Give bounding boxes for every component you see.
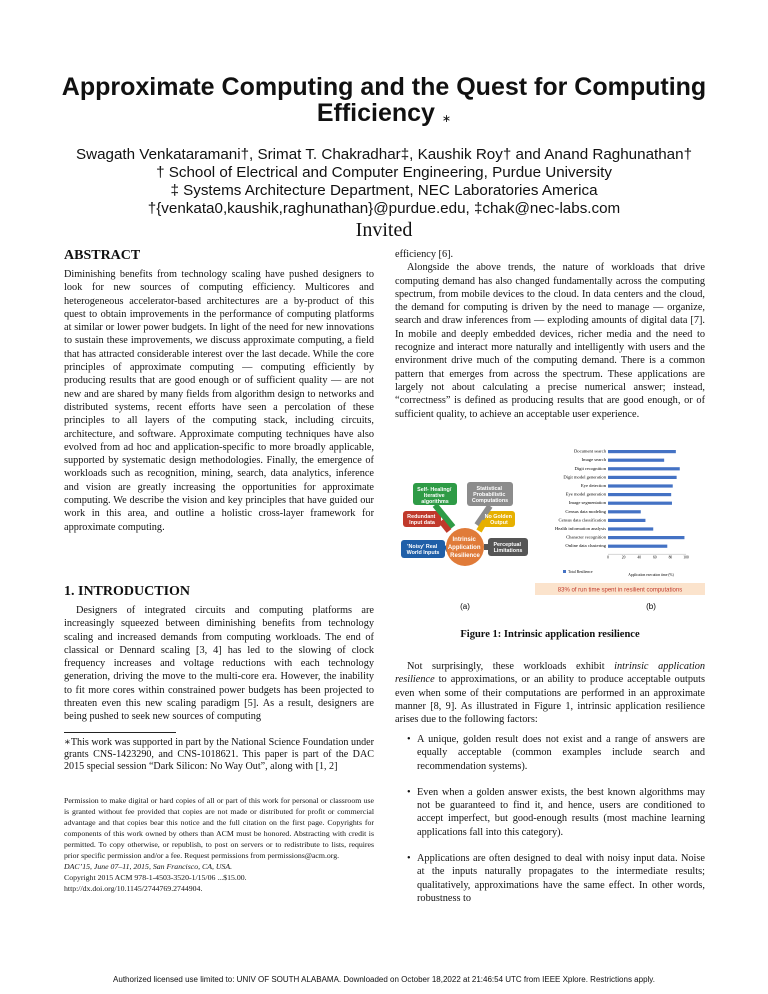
resilience-diagram xyxy=(401,482,528,611)
affiliation-nec: ‡ Systems Architecture Department, NEC Laboratories America xyxy=(170,182,598,199)
label-b: (b) xyxy=(646,602,656,611)
center-label-3: Resilience xyxy=(450,553,480,559)
conference-line: DAC’15, June 07–11, 2015, San Francisco, CA, USA. xyxy=(64,862,233,871)
figure-1-canvas xyxy=(395,437,705,612)
category-label: Online data clustering xyxy=(565,543,606,549)
paragraph-efficiency: efficiency [6]. xyxy=(395,249,454,260)
category-label: Image segmentation xyxy=(568,500,606,506)
footnote-divider xyxy=(64,732,176,733)
introduction-paragraph: Designers of integrated circuits and computing platforms are increasingly squeezed between diminishing benefits from technology scaling and increased demands from computing workloads. The end of classical or Dennard scaling [3, 4] has led to the slowing of clock frequency increases and voltage reductions with each technology generation, driving the move to the multi-core era. However, the inability to fit more cores within constrained power budgets has been projected to threaten even this new scaling paradigm [5]. As a result, designers are being pushed to seek new sources of computing xyxy=(64,605,374,723)
bar-resilient xyxy=(608,459,664,462)
svg-text:'Noisy' Real World Inp: 'Noisy' Real World Inputs xyxy=(406,544,440,556)
figure-1 xyxy=(395,437,705,612)
category-label: Image search xyxy=(581,457,606,463)
category-label: Digit model generation xyxy=(563,474,606,480)
bullet-glyph: • xyxy=(407,853,411,865)
bar-resilient xyxy=(608,536,684,539)
category-label: Digit recognition xyxy=(574,465,606,471)
title-footnote-mark: ∗ xyxy=(441,113,452,125)
fig-banner: 83% of run time spent in resilient computations xyxy=(557,587,683,594)
center-label-1: Intrinsic xyxy=(452,537,476,543)
right-column-top xyxy=(395,248,705,421)
author-emails: †{venkata0,kaushik,raghunathan}@purdue.edu, ‡chak@nec-labs.com xyxy=(147,200,621,217)
bar-resilient xyxy=(608,450,676,453)
bar-resilient xyxy=(608,527,653,530)
perceptual-label: Perceptual xyxy=(493,542,522,548)
author-names: Swagath Venkataramani†, Srimat T. Chakradhar‡, Kaushik Roy† and Anand Raghunathan† xyxy=(75,146,693,163)
bullet-text: Applications are often designed to deal with noisy input data. Noise at the inputs naturally propagates to the intermediate results; qualitatively, approximations have the same effect. In other words, robustness to xyxy=(417,853,705,904)
abstract-heading: ABSTRACT xyxy=(64,248,141,263)
bullet-glyph: • xyxy=(407,786,411,798)
svg-text:Perceptual Limitations: Perceptual Limitations xyxy=(493,542,523,554)
figure-caption: Figure 1: Intrinsic application resilience xyxy=(460,629,640,640)
bar-resilient xyxy=(608,510,641,513)
category-label: Character recognition xyxy=(566,534,606,540)
paper-title xyxy=(60,74,708,126)
paragraph-workloads: Alongside the above trends, the nature of workloads that drive computing demand has also changed fundamentally across the computing spectrum, from mobile devices to the cloud. In data centers and the cloud, the demand for computing is driven by the need to manage — organize, search and draw inferences from — exploding amounts of digital data [7]. In mobile and deeply embedded devices, richer media and the need to recognize and interact more naturally and intelligently with users and the environment drive much of the computing demand. There is a common pattern that emerges from across the spectrum. These applications are largely not about calculating a precise numerical answer; instead, “correctness” is defined as producing results that are good enough, or of sufficient quality, to achieve an acceptable user experience. xyxy=(395,262,705,420)
legend-label: Total Resilience xyxy=(568,570,593,574)
introduction-body xyxy=(64,604,374,724)
permission-text: Permission to make digital or hard copies of all or part of this work for personal or classroom use is granted without fee provided that copies are not made or distributed for profit or commercial advantage and that copies bear this notice and the full citation on the first page. Copyrights for components of this work owned by others than ACM must be honored. Abstracting with credit is permitted. To copy otherwise, or republish, to post on servers or to redistribute to lists, requires prior specific permission and/or a fee. Request permissions from permissions@acm.org. xyxy=(64,796,374,860)
category-label: Eye detection xyxy=(580,483,606,488)
resilience-text-emph: intrinsic application resilience xyxy=(395,661,705,686)
chart-x-axis xyxy=(607,554,689,560)
resilience-factors-list xyxy=(395,733,705,918)
bullet-glyph: • xyxy=(407,734,411,745)
affiliation-purdue: † School of Electrical and Computer Engineering, Purdue University xyxy=(156,164,612,181)
svg-text:Redundant Input data: Redundant Input data xyxy=(407,514,436,526)
category-label: Health information analysis xyxy=(554,526,606,531)
category-label: Eye model generation xyxy=(565,491,606,497)
abstract-body xyxy=(64,268,374,534)
statistical-label: Statistical xyxy=(476,486,502,492)
x-tick-label: 60 xyxy=(653,555,657,560)
author-block xyxy=(40,146,728,218)
redundant-label: Redundant xyxy=(407,514,436,520)
introduction-heading: 1. INTRODUCTION xyxy=(64,584,191,599)
x-tick-label: 100 xyxy=(683,555,689,560)
resilience-text-b: to approximations, or an ability to produce acceptable outputs even when some of their computations are performed in an approximate manner [8, 9]. As illustrated in Figure 1, intrinsic application resilience arises due to the following factors: xyxy=(395,674,705,726)
bar-resilient xyxy=(608,502,672,505)
noisy-label: 'Noisy' Real xyxy=(407,544,438,550)
bar-resilient xyxy=(608,484,673,487)
funding-footnote: ∗This work was supported in part by the National Science Foundation under grants CNS-1423290, and CNS-1018621. This paper is part of the DAC 2015 special session “Dark Silicon: No Way Out”, along with [1, 2] xyxy=(64,737,374,773)
copyright-line: Copyright 2015 ACM 978-1-4503-3520-1/15/06 ...$15.00. xyxy=(64,873,247,882)
list-item xyxy=(395,786,705,839)
svg-text:Intrinsic Application xyxy=(448,537,482,559)
abstract-text: Diminishing benefits from technology scaling have pushed designers to look for new sources of computing efficiency. Multicores and heterogeneous accelerator-based architectures are a by-product of this quest to obtain improvements in the performance of computing platforms at similar or lower power budgets. In light of the need for new innovations to sustain these improvements, we discuss approximate computing, a field that has attracted considerable interest over the last decade. While the core principles of approximate computing — computing efficiently by producing results that are good enough or of sufficient quality — are not new and are shared by many fields from algorithm design to networks and distributed systems, recent efforts have seen a percolation of these principles to all layers of the computing stack, including circuits, architecture, and software. Approximate computing techniques have also evolved from ad hoc and application-specific to more broadly applicable, supported by systematic design methodologies. Finally, the emergence of workloads such as recognition, mining, search, data analytics, inference and vision are greatly increasing the opportunities for approximate computing. We describe the vision and key principles that have guided our work in this area, and outline a holistic cross-layer framework for approximate computing. xyxy=(64,269,374,533)
bar-resilient xyxy=(608,467,680,470)
label-a: (a) xyxy=(460,602,470,611)
permission-block xyxy=(64,795,374,894)
doi-link[interactable]: http://dx.doi.org/10.1145/2744769.2744904. xyxy=(64,884,203,893)
paragraph-resilience xyxy=(395,660,705,726)
invited-label: Invited xyxy=(355,219,413,241)
list-item xyxy=(395,733,705,773)
paper-title-text: Approximate Computing and the Quest for Computing Efficiency xyxy=(61,73,707,127)
svg-text:No Golden Output: No Golden Output xyxy=(484,514,512,526)
bar-resilient xyxy=(608,476,677,479)
bar-resilient xyxy=(608,493,671,496)
no-golden-label: No Golden xyxy=(484,514,512,520)
category-label: Census data classification xyxy=(558,517,606,523)
category-label: Document search xyxy=(573,448,606,454)
x-tick-label: 40 xyxy=(637,555,641,560)
svg-text:Statistical Probabilis: Statistical Probabilistic Computations xyxy=(471,486,509,504)
ieee-footer: Authorized licensed use limited to: UNIV OF SOUTH ALABAMA. Downloaded on October 18,2022 at 21:46:54 UTC from IEEE Xplore. Restrictions apply. xyxy=(113,975,655,984)
svg-text:Self- Healing/ Iterati: Self- Healing/ Iterative algorithms xyxy=(417,487,452,505)
resilience-text-a: Not surprisingly, these workloads exhibit xyxy=(407,661,615,672)
bar-resilient xyxy=(608,545,667,548)
resilience-text xyxy=(395,660,705,726)
chart-category-labels xyxy=(555,449,607,549)
x-tick-label: 20 xyxy=(621,555,626,560)
x-tick-label: 0 xyxy=(607,555,609,560)
x-tick-label: 80 xyxy=(668,555,673,560)
self-healing-label: Self- Healing/ xyxy=(417,487,452,493)
bullet-text: Even when a golden answer exists, the best known algorithms may not be guaranteed to find it, and hence, users are conditioned to accept imperfect, but good-enough results (most machine learning applications fall into this category). xyxy=(417,786,705,838)
resilience-bar-chart xyxy=(535,449,705,611)
center-label-2: Application xyxy=(447,545,481,551)
chart-bars xyxy=(608,450,684,548)
legend-swatch xyxy=(563,570,566,573)
list-item xyxy=(395,852,705,905)
bullet-text: A unique, golden result does not exist and a range of answers are equally acceptable (common examples include search and recommendation systems). xyxy=(417,734,705,772)
chart-x-label: Application execution time (%) xyxy=(628,573,674,577)
category-label: Census data modeling xyxy=(565,508,606,514)
bar-resilient xyxy=(608,519,645,522)
